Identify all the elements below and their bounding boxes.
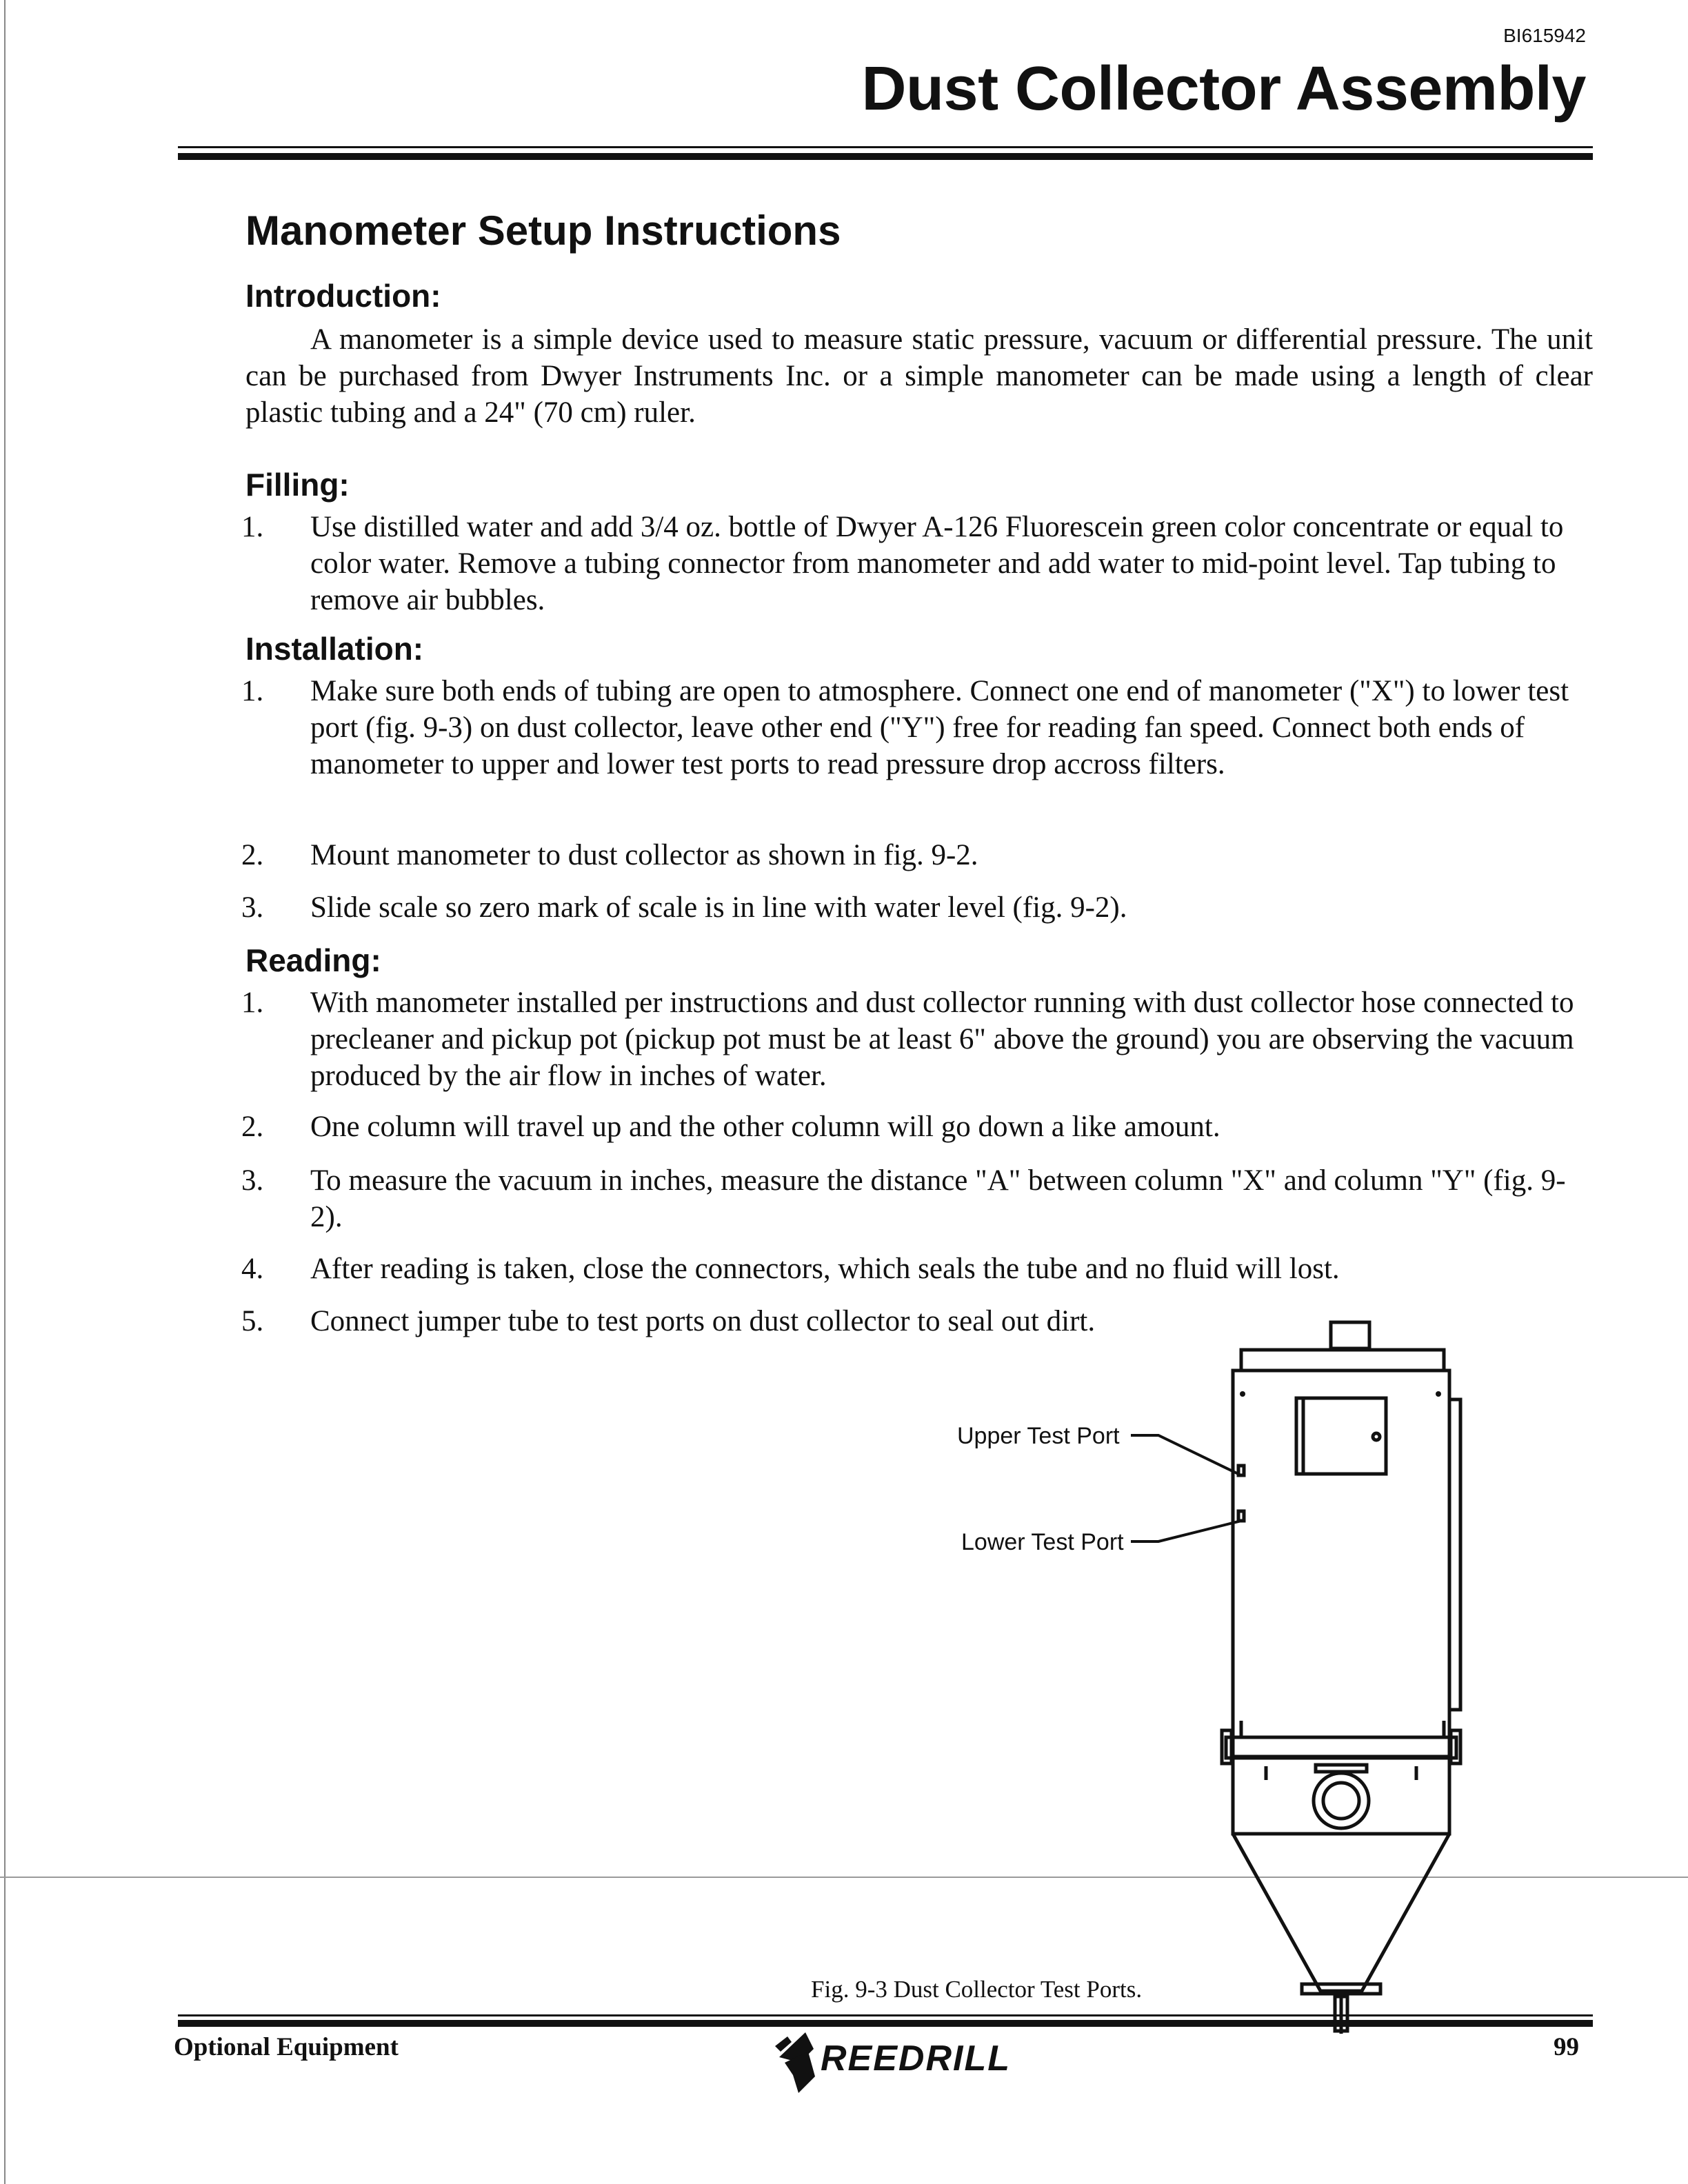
list-number: 3. (241, 1164, 264, 1197)
figure-caption: Fig. 9-3 Dust Collector Test Ports. (811, 1976, 1143, 2003)
header-rule-thin (178, 146, 1593, 148)
list-number: 1. (241, 675, 264, 707)
lower-port-leader (1131, 1521, 1241, 1541)
page-title: Dust Collector Assembly (861, 54, 1586, 123)
upper-port-leader (1131, 1435, 1241, 1475)
document-id: BI615942 (1503, 25, 1586, 46)
list-text: Connect jumper tube to test ports on dust collector to seal out dirt. (310, 1305, 1096, 1337)
list-text: Use distilled water and add 3/4 oz. bottle of Dwyer A-126 Fluorescein green color concentrate or equal to color water. Remove a tubing connector from manometer and add water to mid-point level. Tap tubing to remove air bubbles. (310, 511, 1564, 616)
dust-collector-drawing (1200, 1310, 1489, 2041)
header-rule-thick (178, 153, 1593, 160)
list-number: 4. (241, 1253, 264, 1285)
label-leader-lines (1131, 1420, 1255, 1558)
introduction-text: A manometer is a simple device used to measure static pressure, vacuum or differential pressure. The unit can be purchased from Dwyer Instruments Inc. or a simple manometer can be made using a length of clear plastic tubing and a 24" (70 cm) ruler. (245, 323, 1593, 429)
list-number: 1. (241, 987, 264, 1019)
footer-section-name: Optional Equipment (174, 2033, 399, 2061)
list-number: 1. (241, 511, 264, 543)
filling-heading: Filling: (245, 467, 350, 503)
list-number: 5. (241, 1305, 264, 1337)
footer-rule-thin (178, 2014, 1593, 2016)
list-number: 2. (241, 839, 264, 871)
list-text: Mount manometer to dust collector as shown in fig. 9-2. (310, 839, 978, 871)
list-text: With manometer installed per instructions and dust collector running with dust collector hose connected to precleaner and pickup pot (pickup pot must be at least 6" above the ground) you are observing the vacuum produced by the air flow in inches of water. (310, 987, 1574, 1092)
list-text: After reading is taken, close the connectors, which seals the tube and no fluid will lost. (310, 1253, 1340, 1285)
reading-heading: Reading: (245, 942, 381, 978)
scan-edge-line (4, 0, 6, 2184)
list-text: To measure the vacuum in inches, measure the distance "A" between column "X" and column "Y" (fig. 9-2). (310, 1164, 1566, 1233)
page-number: 99 (1554, 2033, 1579, 2061)
list-text: One column will travel up and the other column will go down a like amount. (310, 1111, 1220, 1143)
list-number: 3. (241, 891, 264, 924)
section-heading: Manometer Setup Instructions (245, 208, 841, 254)
upper-test-port-label: Upper Test Port (957, 1423, 1120, 1449)
list-text: Make sure both ends of tubing are open to atmosphere. Connect one end of manometer ("X") to lower test port (fig. 9-3) on dust collector, leave other end ("Y") free for reading fan speed. Connect both ends of manometer to upper and lower test ports to read pressure drop accross filters. (310, 675, 1569, 780)
list-text: Slide scale so zero mark of scale is in line with water level (fig. 9-2). (310, 891, 1127, 924)
brand-wordmark: REEDRILL (821, 2039, 1011, 2079)
reedrill-logo (772, 2021, 1011, 2101)
lower-test-port-label: Lower Test Port (961, 1529, 1124, 1555)
list-number: 2. (241, 1111, 264, 1143)
installation-heading: Installation: (245, 631, 424, 667)
introduction-heading: Introduction: (245, 278, 441, 314)
